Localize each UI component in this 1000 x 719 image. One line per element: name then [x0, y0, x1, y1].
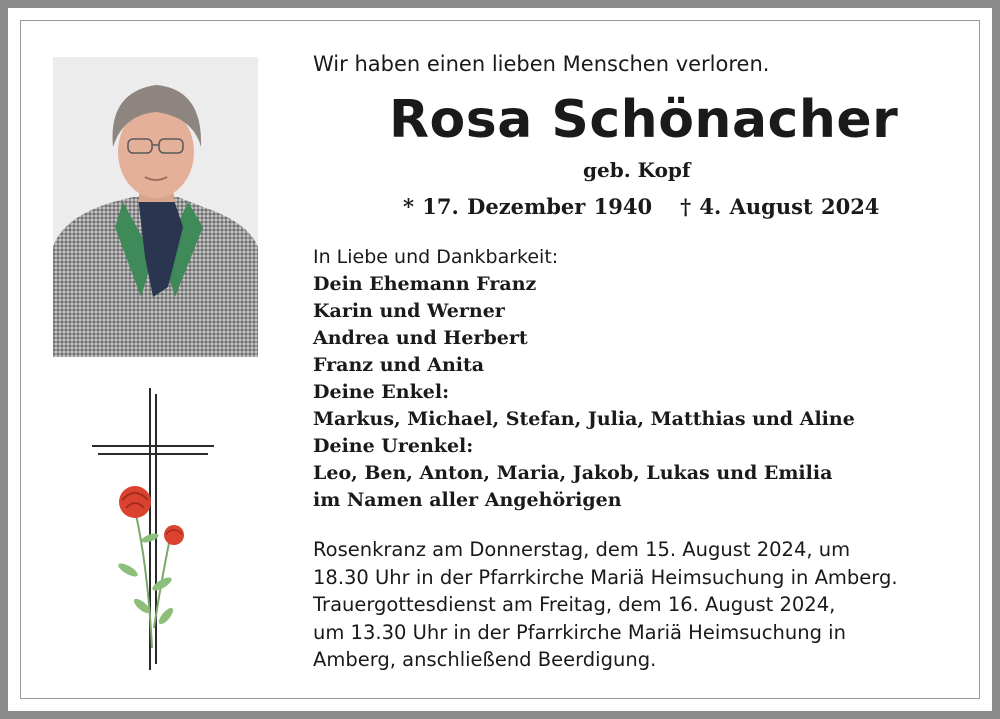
family-line: Karin und Werner — [313, 300, 505, 322]
family-list — [313, 244, 973, 514]
service-info — [313, 536, 993, 674]
deceased-name: Rosa Schönacher — [389, 90, 899, 150]
family-line: Markus, Michael, Stefan, Julia, Matthias und Aline — [313, 408, 855, 430]
family-line: Andrea und Herbert — [313, 327, 528, 349]
family-line: Dein Ehemann Franz — [313, 273, 537, 295]
death-date: † 4. August 2024 — [680, 194, 880, 219]
service-line: Amberg, anschließend Beerdigung. — [313, 648, 657, 671]
service-line: 18.30 Uhr in der Pfarrkirche Mariä Heimsuchung in Amberg. — [313, 565, 898, 589]
family-line: Franz und Anita — [313, 354, 485, 376]
family-lead: In Liebe und Dankbarkeit: — [313, 246, 559, 268]
portrait-photo — [53, 57, 258, 357]
service-line: um 13.30 Uhr in der Pfarrkirche Mariä Heimsuchung in — [313, 620, 846, 644]
family-line: Deine Urenkel: — [313, 435, 474, 457]
service-line: Rosenkranz am Donnerstag, dem 15. August 2024, um — [313, 538, 851, 561]
service-line: Trauergottesdienst am Freitag, dem 16. August 2024, — [313, 593, 836, 616]
family-line: Leo, Ben, Anton, Maria, Jakob, Lukas und Emilia — [313, 462, 833, 484]
obituary-notice — [8, 8, 992, 711]
intro-text: Wir haben einen lieben Menschen verloren. — [313, 52, 770, 76]
family-line: Deine Enkel: — [313, 381, 450, 403]
life-dates — [403, 194, 879, 219]
maiden-name: geb. Kopf — [583, 158, 691, 182]
family-line: im Namen aller Angehörigen — [313, 489, 622, 511]
cross-with-roses-icon — [90, 388, 220, 678]
birth-date: * 17. Dezember 1940 — [403, 194, 653, 219]
